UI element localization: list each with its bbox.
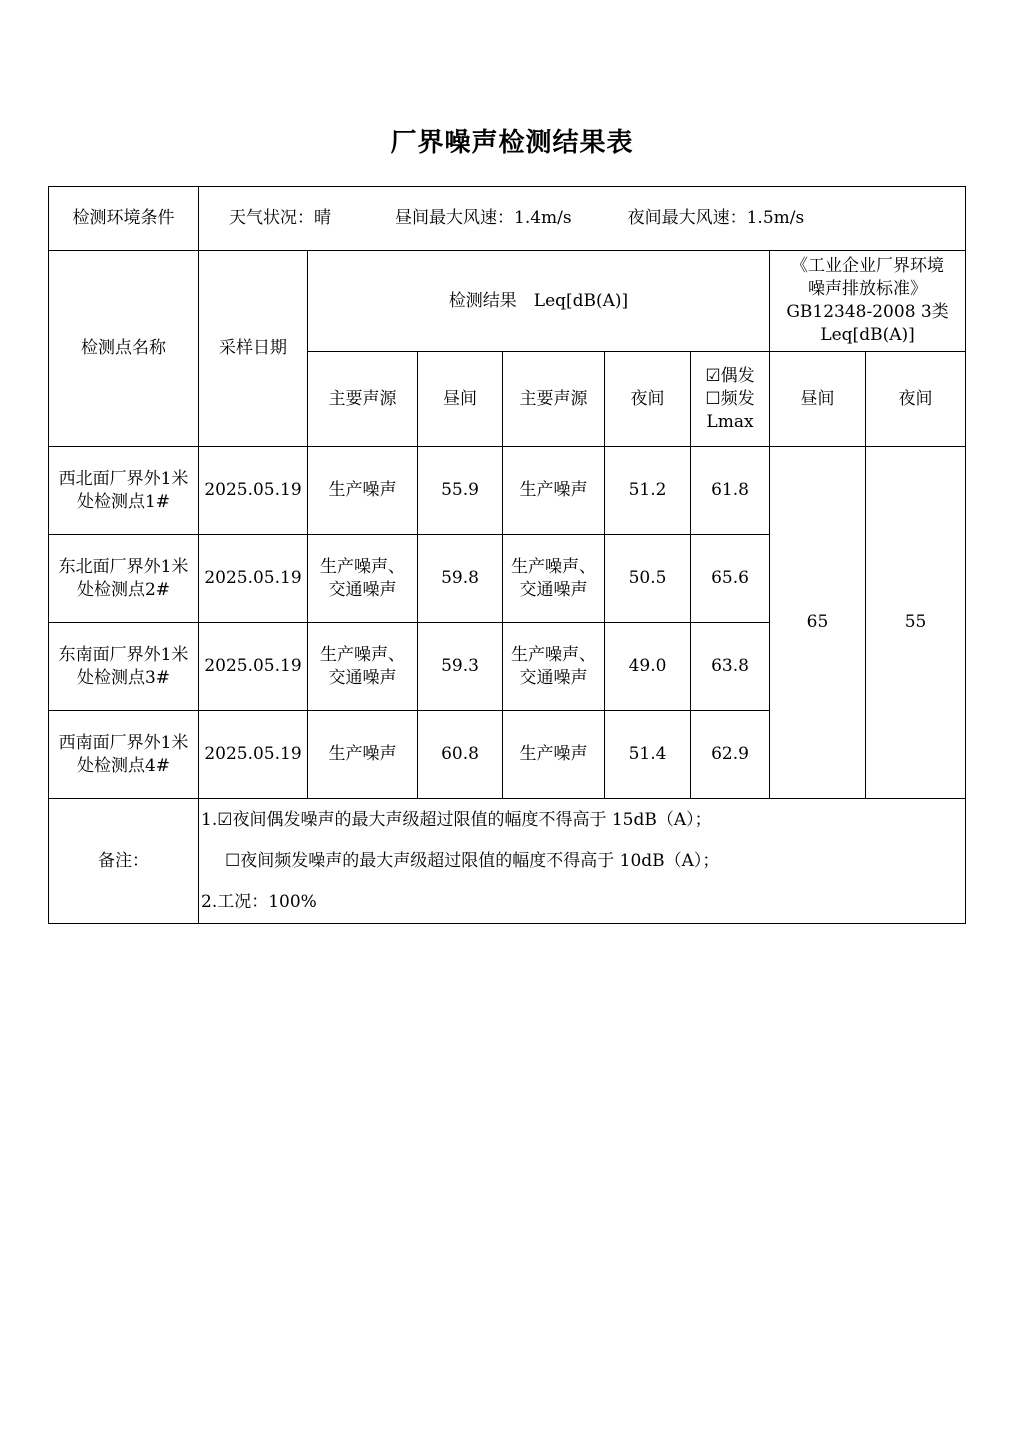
lmax-line: Lmax (706, 411, 754, 432)
page-title: 厂界噪声检测结果表 (390, 128, 634, 158)
remark-line-3: 2.工况：100% (201, 891, 317, 912)
day-wind-text: 昼间最大风速：1.4m/s (395, 208, 572, 228)
lmax-cell: 63.8 (691, 623, 770, 711)
night-value-cell: 49.0 (605, 623, 691, 711)
point-name-cell: 西北面厂界外1米 处检测点1# (49, 447, 199, 535)
environment-row (49, 187, 966, 251)
day-source-cell: 生产噪声、 交通噪声 (308, 535, 418, 623)
day-value-cell: 60.8 (418, 711, 503, 799)
standard-day-limit: 65 (770, 447, 866, 799)
day-source-cell: 生产噪声 (308, 711, 418, 799)
lmax-cell: 65.6 (691, 535, 770, 623)
point-name-cell: 西南面厂界外1米 处检测点4# (49, 711, 199, 799)
date-cell: 2025.05.19 (199, 535, 308, 623)
night-value-cell: 51.4 (605, 711, 691, 799)
lmax-line: ☐频发 (705, 388, 755, 409)
header-std-day: 昼间 (770, 352, 866, 447)
night-source-cell: 生产噪声 (503, 447, 605, 535)
remarks-label: 备注： (49, 799, 199, 924)
header-main-source-night: 主要声源 (503, 352, 605, 447)
environment-label: 检测环境条件 (49, 187, 199, 251)
environment-conditions (199, 187, 966, 251)
lmax-cell: 61.8 (691, 447, 770, 535)
header-point-name: 检测点名称 (49, 251, 199, 447)
day-value-cell: 59.8 (418, 535, 503, 623)
remark-line-1: 1.☑夜间偶发噪声的最大声级超过限值的幅度不得高于 15dB（A）； (201, 809, 712, 830)
table-row (49, 447, 966, 535)
standard-line: GB12348-2008 3类 (786, 302, 949, 322)
weather-text: 天气状况：晴 (229, 208, 331, 228)
lmax-cell: 62.9 (691, 711, 770, 799)
lmax-line: ☑偶发 (705, 365, 755, 386)
night-value-cell: 51.2 (605, 447, 691, 535)
night-source-cell: 生产噪声、 交通噪声 (503, 623, 605, 711)
header-day: 昼间 (418, 352, 503, 447)
point-name-cell: 东南面厂界外1米 处检测点3# (49, 623, 199, 711)
header-sampling-date: 采样日期 (199, 251, 308, 447)
point-name-cell: 东北面厂界外1米 处检测点2# (49, 535, 199, 623)
remark-line-2: ☐夜间频发噪声的最大声级超过限值的幅度不得高于 10dB（A）； (225, 850, 720, 871)
header-row-1 (49, 251, 966, 352)
standard-night-limit: 55 (866, 447, 966, 799)
night-value-cell: 50.5 (605, 535, 691, 623)
night-wind-text: 夜间最大风速：1.5m/s (627, 208, 805, 228)
remarks-content (199, 799, 966, 924)
header-result: 检测结果 Leq[dB(A)] (308, 251, 770, 352)
noise-results-table (48, 186, 966, 924)
remarks-row (49, 799, 966, 924)
date-cell: 2025.05.19 (199, 623, 308, 711)
header-std-night: 夜间 (866, 352, 966, 447)
header-main-source-day: 主要声源 (308, 352, 418, 447)
standard-line: 《工业企业厂界环境 (791, 256, 945, 276)
header-standard (770, 251, 966, 352)
day-source-cell: 生产噪声 (308, 447, 418, 535)
header-night: 夜间 (605, 352, 691, 447)
day-value-cell: 55.9 (418, 447, 503, 535)
day-source-cell: 生产噪声、 交通噪声 (308, 623, 418, 711)
standard-line: 噪声排放标准》 (808, 279, 928, 299)
header-lmax (691, 352, 770, 447)
date-cell: 2025.05.19 (199, 711, 308, 799)
date-cell: 2025.05.19 (199, 447, 308, 535)
night-source-cell: 生产噪声、 交通噪声 (503, 535, 605, 623)
standard-line: Leq[dB(A)] (820, 325, 915, 345)
day-value-cell: 59.3 (418, 623, 503, 711)
night-source-cell: 生产噪声 (503, 711, 605, 799)
